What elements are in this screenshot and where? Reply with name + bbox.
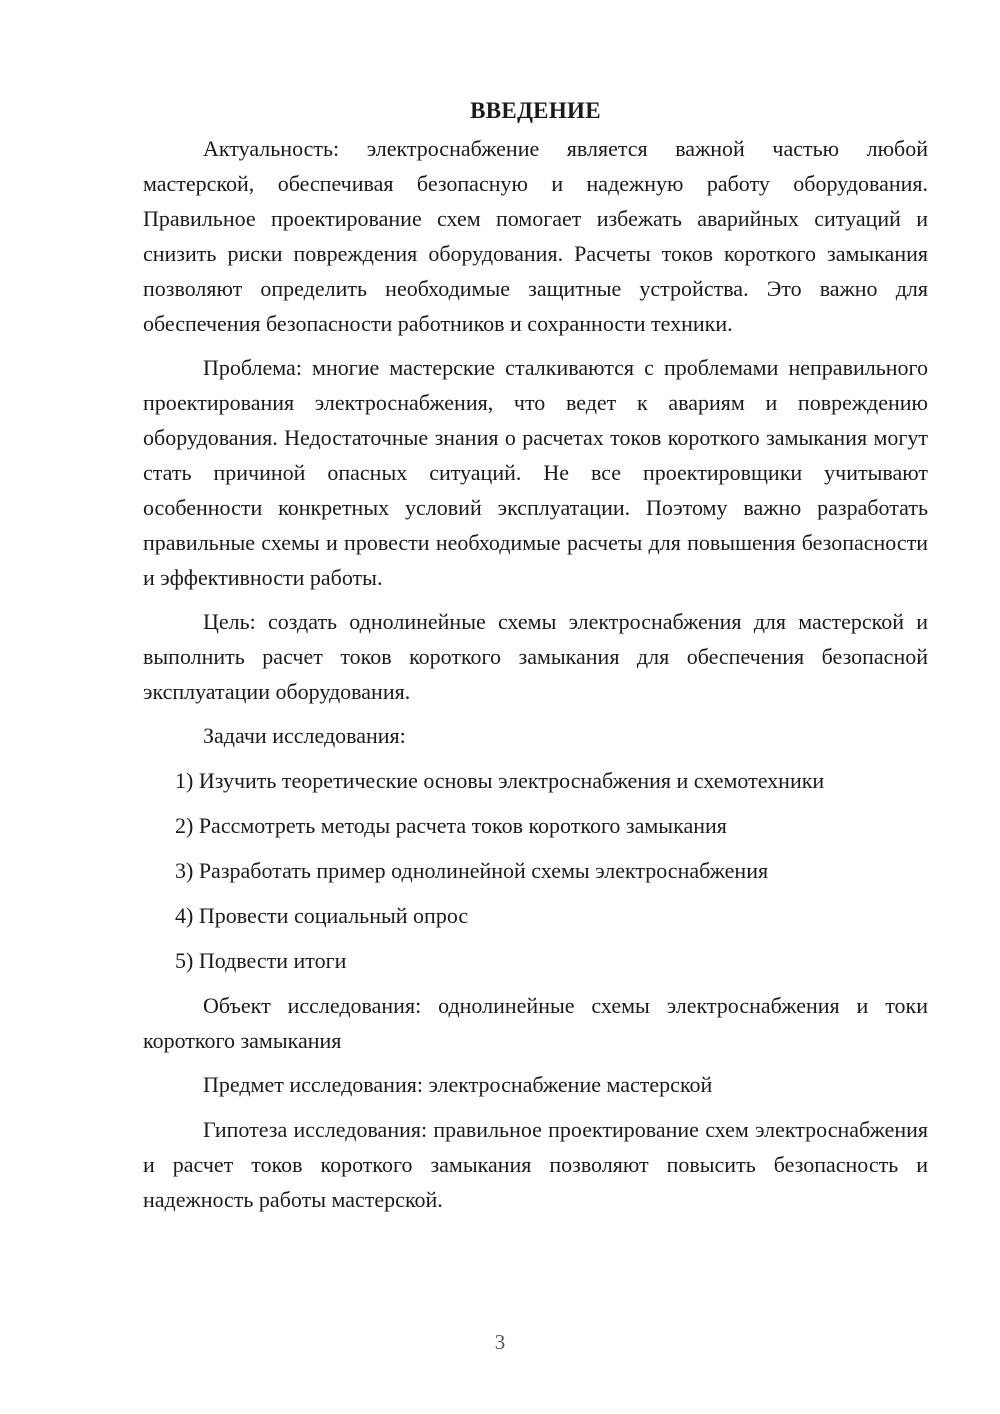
list-item: 5) Подвести итоги	[175, 948, 347, 973]
list-item: 1) Изучить теоретические основы электроснабжения и схемотехники	[175, 768, 825, 793]
object-paragraph: Объект исследования: однолинейные схемы электроснабжения и токи короткого замыкания	[143, 993, 928, 1053]
list-item: 2) Рассмотреть методы расчета токов короткого замыкания	[175, 813, 727, 838]
list-item: 3) Разработать пример однолинейной схемы электроснабжения	[175, 858, 769, 883]
goal-paragraph: Цель: создать однолинейные схемы электроснабжения для мастерской и выполнить расчет токов короткого замыкания для обеспечения безопасной эксплуатации оборудования.	[143, 609, 928, 704]
document-page	[143, 96, 928, 1226]
tasks-list	[143, 763, 928, 978]
page-title: ВВЕДЕНИЕ	[470, 98, 601, 123]
list-item: 4) Провести социальный опрос	[175, 903, 469, 928]
relevance-paragraph: Актуальность: электроснабжение является важной частью любой мастерской, обеспечивая безопасную и надежную работу оборудования. Правильное проектирование схем помогает избежать аварийных ситуаций и снизить риски повреждения оборудования. Расчеты токов короткого замыкания позволяют определить необходимые защитные устройства. Это важно для обеспечения безопасности работников и сохранности техники.	[143, 136, 928, 336]
page-number: 3	[494, 1330, 506, 1354]
tasks-heading: Задачи исследования:	[203, 723, 406, 748]
subject-paragraph: Предмет исследования: электроснабжение мастерской	[203, 1072, 713, 1097]
hypothesis-paragraph: Гипотеза исследования: правильное проектирование схем электроснабжения и расчет токов короткого замыкания позволяют повысить безопасность и надежность работы мастерской.	[143, 1117, 928, 1212]
problem-paragraph: Проблема: многие мастерские сталкиваются с проблемами неправильного проектирования электроснабжения, что ведет к авариям и повреждению оборудования. Недостаточные знания о расчетах токов короткого замыкания могут стать причиной опасных ситуаций. Не все проектировщики учитывают особенности конкретных условий эксплуатации. Поэтому важно разработать правильные схемы и провести необходимые расчеты для повышения безопасности и эффективности работы.	[143, 355, 928, 590]
